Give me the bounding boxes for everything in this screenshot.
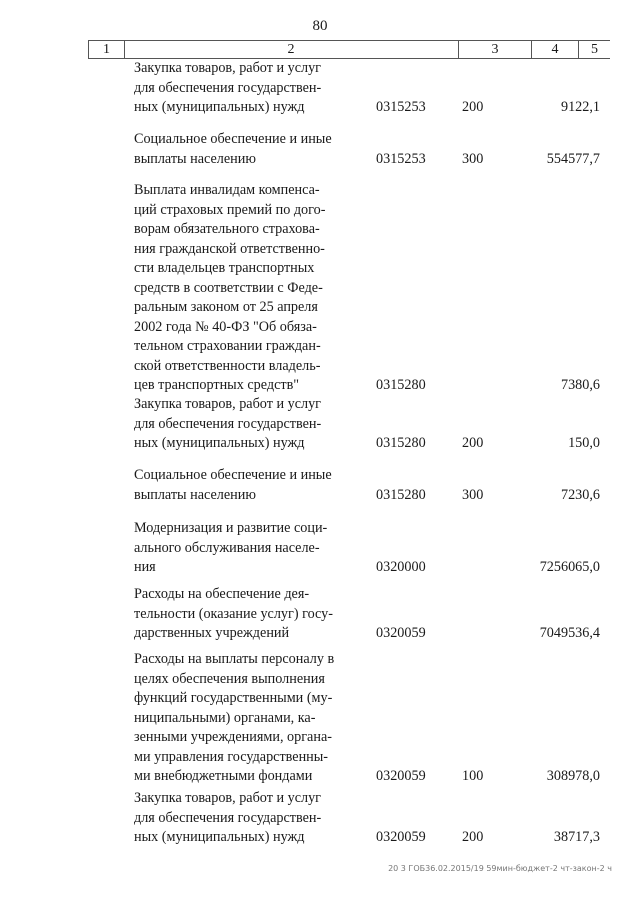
row-description [134, 585, 348, 644]
row-code: 0320059 [376, 768, 426, 784]
row-description [134, 181, 348, 396]
row-code: 0320059 [376, 829, 426, 845]
table-header-row [88, 40, 610, 59]
row-amount: 150,0 [568, 435, 600, 451]
description-line: Закупка товаров, работ и услуг [134, 790, 321, 806]
header-col-4: 4 [532, 41, 579, 58]
description-line: ворам обязательного страхова- [134, 221, 320, 237]
description-line: тельности (оказание услуг) госу- [134, 605, 333, 622]
description-line: 2002 года № 40-ФЗ "Об обяза- [134, 318, 317, 335]
row-amount: 554577,7 [546, 150, 600, 167]
row-amount: 7230,6 [560, 486, 600, 503]
description-line: целях обеспечения выполнения [134, 670, 325, 687]
page-number: 80 [312, 18, 328, 34]
row-code: 0315280 [376, 486, 426, 503]
row-description [134, 130, 348, 169]
description-line: средств в соответствии с Феде- [134, 279, 323, 296]
description-line: ния [134, 559, 156, 575]
description-line: тельном страховании граждан- [134, 338, 321, 354]
header-col-1: 1 [88, 41, 125, 58]
description-line: для обеспечения государствен- [134, 809, 322, 826]
description-line: ального обслуживания населе- [134, 539, 320, 556]
description-line: ций страховых премий по дого- [134, 201, 326, 218]
description-line: сти владельцев транспортных [134, 260, 315, 276]
description-line: ния гражданской ответственно- [134, 240, 325, 257]
description-line: Социальное обеспечение и иные [134, 131, 332, 147]
row-description [134, 650, 348, 787]
description-line: ниципальными) органами, ка- [134, 709, 316, 726]
row-expense-type: 200 [462, 99, 484, 115]
row-code: 0315253 [376, 99, 426, 115]
header-col-5: 5 [591, 42, 598, 57]
description-line: ных (муниципальных) нужд [134, 99, 305, 115]
description-line: зенными учреждениями, органа- [134, 729, 332, 745]
description-line: Закупка товаров, работ и услуг [134, 396, 321, 412]
description-line: для обеспечения государствен- [134, 79, 322, 96]
description-line: ми внебюджетными фондами [134, 768, 313, 784]
row-expense-type: 100 [462, 768, 484, 784]
description-line: дарственных учреждений [134, 625, 290, 641]
row-amount: 7380,6 [560, 377, 600, 393]
description-line: выплаты населению [134, 486, 256, 503]
row-code: 0315280 [376, 377, 426, 393]
description-line: выплаты населению [134, 150, 256, 167]
row-amount: 7049536,4 [539, 625, 600, 641]
description-line: ми управления государственны- [134, 748, 329, 765]
row-code: 0320059 [376, 625, 426, 641]
description-line: функций государственными (му- [134, 690, 333, 706]
description-line: Модернизация и развитие соци- [134, 520, 328, 536]
row-description [134, 789, 348, 848]
row-description [134, 59, 348, 118]
row-description [134, 466, 348, 505]
row-code: 0315253 [376, 150, 426, 167]
row-expense-type: 200 [462, 435, 484, 451]
row-expense-type: 300 [462, 150, 484, 167]
description-line: Расходы на обеспечение дея- [134, 586, 310, 602]
row-amount: 308978,0 [546, 768, 600, 784]
row-description [134, 395, 348, 454]
footer-code: 20 3 ГОБ36.02.2015/19 59мин-бюджет-2 чт-закон-2 ч [388, 864, 612, 873]
description-line: ных (муниципальных) нужд [134, 829, 305, 845]
header-col-2: 2 [124, 41, 459, 58]
header-col-3: 3 [459, 41, 532, 58]
row-amount: 38717,3 [553, 829, 600, 845]
row-description [134, 519, 348, 578]
row-amount: 7256065,0 [539, 559, 600, 575]
description-line: Расходы на выплаты персоналу в [134, 651, 335, 667]
description-line: Закупка товаров, работ и услуг [134, 60, 321, 76]
description-line: ных (муниципальных) нужд [134, 435, 305, 451]
description-line: Социальное обеспечение и иные [134, 467, 332, 483]
row-expense-type: 200 [462, 829, 484, 845]
row-code: 0315280 [376, 435, 426, 451]
row-expense-type: 300 [462, 486, 484, 503]
row-amount: 9122,1 [560, 99, 600, 115]
description-line: для обеспечения государствен- [134, 415, 322, 432]
description-line: Выплата инвалидам компенса- [134, 182, 320, 198]
description-line: ральным законом от 25 апреля [134, 299, 318, 315]
description-line: цев транспортных средств" [134, 377, 300, 393]
row-code: 0320000 [376, 559, 426, 575]
description-line: ской ответственности владель- [134, 357, 321, 374]
